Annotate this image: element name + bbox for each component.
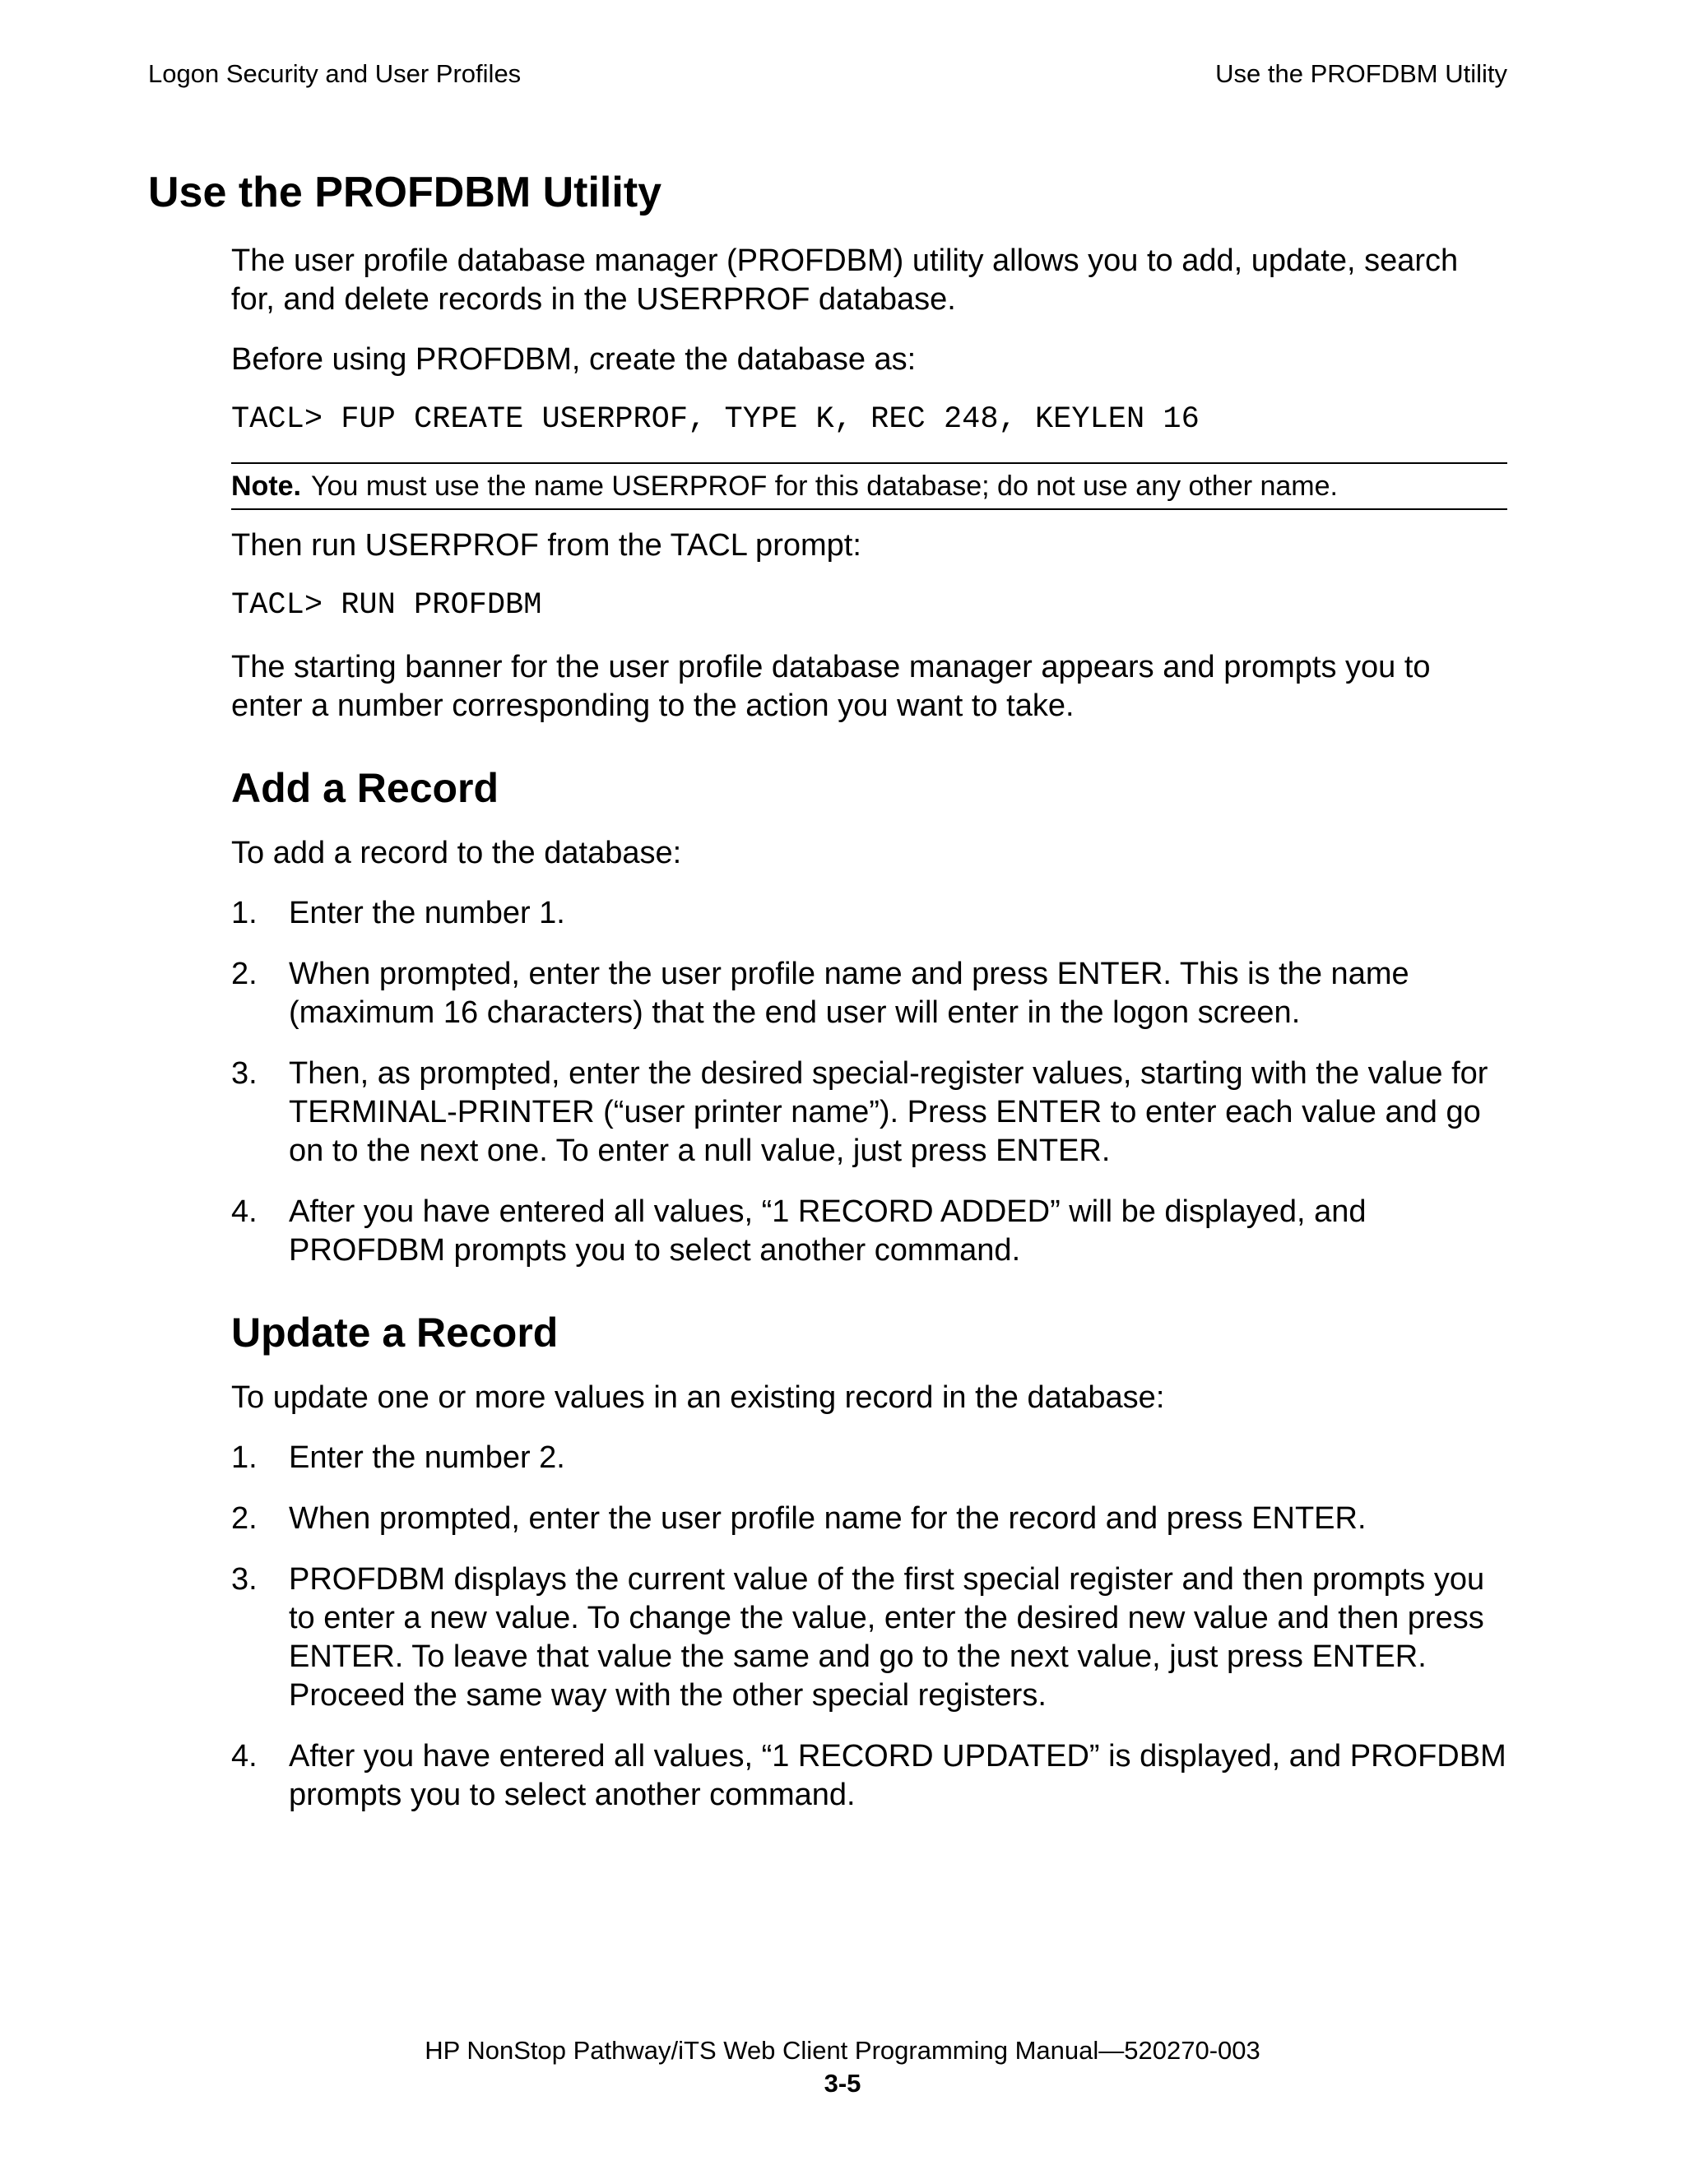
step-text: PROFDBM displays the current value of the first special register and then prompts you to enter a new value. To change the value, enter the desired new value and then press ENTER. To leave that value the same and go to the next value, just press ENTER. Proceed the same way with the other special registers. <box>289 1562 1485 1713</box>
create-instruction: Before using PROFDBM, create the database as: <box>231 342 917 377</box>
step-number: 3. <box>231 1056 258 1091</box>
page-number: 3-5 <box>824 2069 861 2098</box>
list-item <box>231 1439 1507 1477</box>
step-text: When prompted, enter the user profile name and press ENTER. This is the name (maximum 16 characters) that the end user will enter in the logon screen. <box>289 957 1409 1030</box>
step-number: 1. <box>231 1440 258 1475</box>
intro-paragraph: The user profile database manager (PROFDBM) utility allows you to add, update, search for, and delete records in the USERPROF database. <box>231 243 1459 317</box>
note-label: Note. <box>231 471 301 502</box>
add-record-steps <box>231 894 1507 1270</box>
running-header <box>148 58 1507 90</box>
list-item <box>231 1737 1507 1815</box>
update-record-steps <box>231 1439 1507 1815</box>
note-text: You must use the name USERPROF for this database; do not use any other name. <box>311 471 1338 502</box>
step-text: Enter the number 2. <box>289 1440 565 1475</box>
list-item <box>231 1500 1507 1538</box>
run-command: TACL> RUN PROFDBM <box>231 588 542 623</box>
step-number: 1. <box>231 896 258 930</box>
step-text: After you have entered all values, “1 RECORD ADDED” will be displayed, and PROFDBM prompts you to select another command. <box>289 1194 1367 1268</box>
header-section: Use the PROFDBM Utility <box>1215 59 1507 88</box>
step-number: 2. <box>231 957 258 991</box>
manual-title: HP NonStop Pathway/iTS Web Client Programming Manual—520270-003 <box>425 2036 1260 2065</box>
step-text: Then, as prompted, enter the desired special-register values, starting with the value for TERMINAL-PRINTER (“user printer name”). Press ENTER to enter each value and go on to the next one. To enter a null value, just press ENTER. <box>289 1056 1488 1168</box>
update-record-heading: Update a Record <box>231 1310 559 1356</box>
step-number: 2. <box>231 1501 258 1536</box>
update-record-lead: To update one or more values in an existing record in the database: <box>231 1380 1165 1415</box>
header-chapter: Logon Security and User Profiles <box>148 59 522 88</box>
step-number: 4. <box>231 1739 258 1774</box>
create-command: TACL> FUP CREATE USERPROF, TYPE K, REC 248, KEYLEN 16 <box>231 402 1200 437</box>
step-number: 4. <box>231 1194 258 1229</box>
list-item <box>231 1193 1507 1270</box>
page-title: Use the PROFDBM Utility <box>148 169 662 216</box>
page-footer <box>0 2034 1685 2100</box>
add-record-heading: Add a Record <box>231 765 499 811</box>
list-item <box>231 894 1507 933</box>
list-item <box>231 955 1507 1032</box>
step-text: After you have entered all values, “1 RECORD UPDATED” is displayed, and PROFDBM prompts you to select another command. <box>289 1739 1506 1812</box>
list-item <box>231 1560 1507 1715</box>
add-record-lead: To add a record to the database: <box>231 836 682 870</box>
step-number: 3. <box>231 1562 258 1597</box>
note-box <box>231 462 1507 510</box>
list-item <box>231 1055 1507 1171</box>
step-text: When prompted, enter the user profile name for the record and press ENTER. <box>289 1501 1367 1536</box>
run-instruction: Then run USERPROF from the TACL prompt: <box>231 528 861 563</box>
banner-description: The starting banner for the user profile database manager appears and prompts you to enter a number corresponding to the action you want to take. <box>231 650 1431 723</box>
main-content <box>231 242 1507 1837</box>
step-text: Enter the number 1. <box>289 896 565 930</box>
